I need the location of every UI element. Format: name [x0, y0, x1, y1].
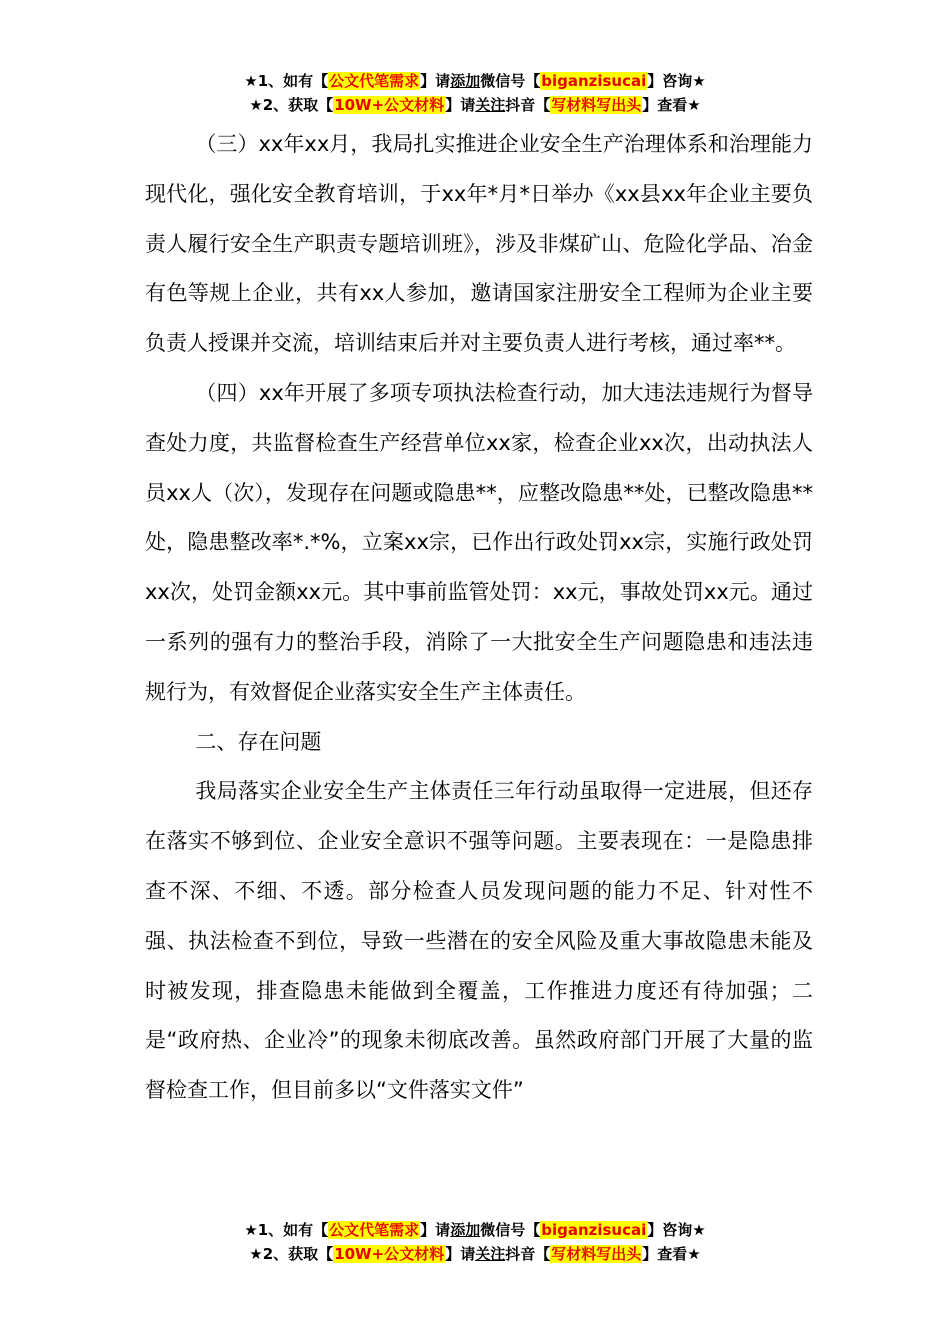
promo-line-2: ★2、获取【10W+公文材料】请关注抖音【写材料写出头】查看★	[249, 1245, 701, 1263]
paragraph: （四）xx年开展了多项专项执法检查行动，加大违法违规行为督导查处力度，共监督检查生产经营单位xx家，检查企业xx次，出动执法人员xx人（次），发现存在问题或隐患**，应整改隐患**处，已整改隐患**处，隐患整改率*.*%，立案xx宗，已作出行政处罚xx宗，实施行政处罚xx次，处罚金额xx元。其中事前监管处罚：xx元，事故处罚xx元。通过一系列的强有力的整治手段，消除了一大批安全生产问题隐患和违法违规行为，有效督促企业落实安全生产主体责任。	[145, 380, 813, 704]
promo-line-1: ★1、如有【公文代笔需求】请添加微信号【biganzisucai】咨询★	[244, 72, 706, 90]
promo-line-2: ★2、获取【10W+公文材料】请关注抖音【写材料写出头】查看★	[249, 96, 701, 114]
header-promo-banner	[0, 69, 950, 117]
promo-highlight: 公文代笔需求	[329, 72, 420, 90]
promo-highlight: biganzisucai	[541, 72, 647, 90]
promo-highlight: 写材料写出头	[551, 96, 642, 114]
paragraph: 我局落实企业安全生产主体责任三年行动虽取得一定进展，但还存在落实不够到位、企业安全意识不强等问题。主要表现在：一是隐患排查不深、不细、不透。部分检查人员发现问题的能力不足、针对性不强、执法检查不到位，导致一些潜在的安全风险及重大事故隐患未能及时被发现，排查隐患未能做到全覆盖，工作推进力度还有待加强；二是“政府热、企业冷”的现象未彻底改善。虽然政府部门开展了大量的监督检查工作，但目前多以“文件落实文件”	[145, 779, 813, 1103]
promo-highlight: 公文代笔需求	[329, 1221, 420, 1239]
promo-highlight: 10W+公文材料	[334, 1245, 445, 1263]
paragraph: （三）xx年xx月，我局扎实推进企业安全生产治理体系和治理能力现代化，强化安全教育培训，于xx年*月*日举办《xx县xx年企业主要负责人履行安全生产职责专题培训班》，涉及非煤矿山、危险化学品、冶金有色等规上企业，共有xx人参加，邀请国家注册安全工程师为企业主要负责人授课并交流，培训结束后并对主要负责人进行考核，通过率**。	[145, 132, 813, 356]
promo-line-1: ★1、如有【公文代笔需求】请添加微信号【biganzisucai】咨询★	[244, 1221, 706, 1239]
promo-highlight: 写材料写出头	[551, 1245, 642, 1263]
promo-highlight: 10W+公文材料	[334, 96, 445, 114]
promo-highlight: biganzisucai	[541, 1221, 647, 1239]
document-body	[145, 120, 813, 1116]
footer-promo-banner	[0, 1218, 950, 1266]
section-heading: 二、存在问题	[195, 729, 322, 754]
